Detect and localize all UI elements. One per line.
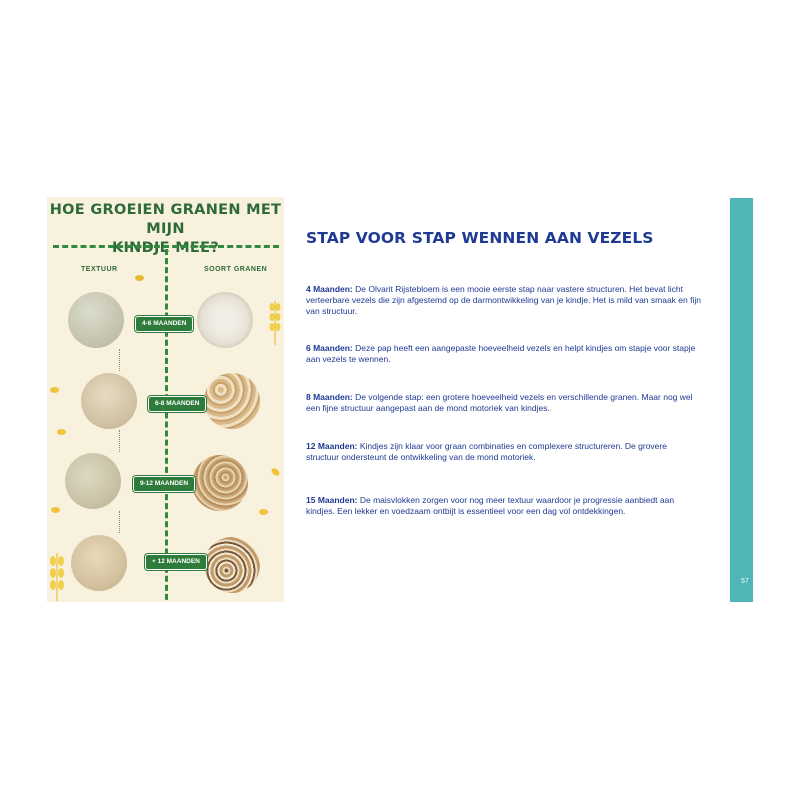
grain-circle-2 [204, 373, 260, 429]
corn-flake-icon [50, 387, 59, 393]
paragraph-label: 6 Maanden: [306, 343, 353, 353]
infographic-title-line1: HOE GROEIEN GRANEN MET MIJN [49, 202, 282, 237]
paragraph-text: Kindjes zijn klaar voor graan combinaties en complexere structureren. De grovere structuur ondersteunt de ontwikkeling van de mond motoriek. [306, 441, 667, 462]
texture-circle-1 [68, 292, 124, 348]
infographic-panel [47, 197, 284, 602]
texture-circle-2 [81, 373, 137, 429]
connector-line [119, 349, 120, 371]
paragraph-12-months [306, 441, 701, 463]
age-badge-1: 4-6 MAANDEN [135, 316, 193, 332]
paragraph-label: 15 Maanden: [306, 495, 358, 505]
texture-circle-3 [65, 453, 121, 509]
corn-flake-icon [135, 275, 144, 281]
grain-circle-4 [204, 537, 260, 593]
connector-line [119, 511, 120, 533]
grain-circle-3 [192, 455, 248, 511]
paragraph-label: 4 Maanden: [306, 284, 353, 294]
paragraph-8-months [306, 392, 701, 414]
corn-flake-icon [259, 509, 268, 515]
paragraph-text: De maisvlokken zorgen voor nog meer textuur waardoor je progressie aanbiedt aan kindjes. Een lekker en voedzaam ontbijt is essentieel voor een dag vol ontdekkingen. [306, 495, 675, 516]
age-badge-2: 6-8 MAANDEN [148, 396, 206, 412]
texture-circle-4 [71, 535, 127, 591]
wheat-icon [268, 297, 282, 345]
age-badge-4: + 12 MAANDEN [145, 554, 207, 570]
column-header-texture: TEXTUUR [81, 266, 118, 273]
corn-flake-icon [57, 429, 66, 435]
column-header-grains: SOORT GRANEN [204, 266, 268, 273]
paragraph-text: Deze pap heeft een aangepaste hoeveelheid vezels en helpt kindjes om stapje voor stapje aan vezels te wennen. [306, 343, 696, 364]
accent-side-bar [730, 198, 753, 602]
wheat-icon [49, 549, 65, 601]
horizontal-divider [53, 245, 279, 248]
paragraph-text: De volgende stap: een grotere hoeveelheid vezels en verschillende granen. Maar nog wel een fijne structuur aangepast aan de mond motoriek van kindjes. [306, 392, 693, 413]
page-number: 57 [741, 578, 749, 585]
connector-line [119, 430, 120, 452]
infographic-title-line2: KINDJE MEE? [111, 240, 220, 256]
paragraph-4-months [306, 284, 701, 317]
age-badge-3: 9-12 MAANDEN [133, 476, 195, 492]
corn-flake-icon [270, 467, 281, 477]
slide-title: STAP VOOR STAP WENNEN AAN VEZELS [306, 229, 654, 247]
paragraph-15-months [306, 495, 701, 517]
paragraph-text: De Olvarit Rijstebloem is een mooie eerste stap naar vastere structuren. Het bevat licht verteerbare vezels die zijn afgestemd op de darmontwikkeling van je kindje. Het is mild van smaak en fijn van structuur. [306, 284, 701, 316]
paragraph-label: 12 Maanden: [306, 441, 358, 451]
paragraph-label: 8 Maanden: [306, 392, 353, 402]
corn-flake-icon [51, 507, 60, 513]
vertical-divider [165, 249, 168, 602]
paragraph-6-months [306, 343, 701, 365]
grain-circle-1 [197, 292, 253, 348]
